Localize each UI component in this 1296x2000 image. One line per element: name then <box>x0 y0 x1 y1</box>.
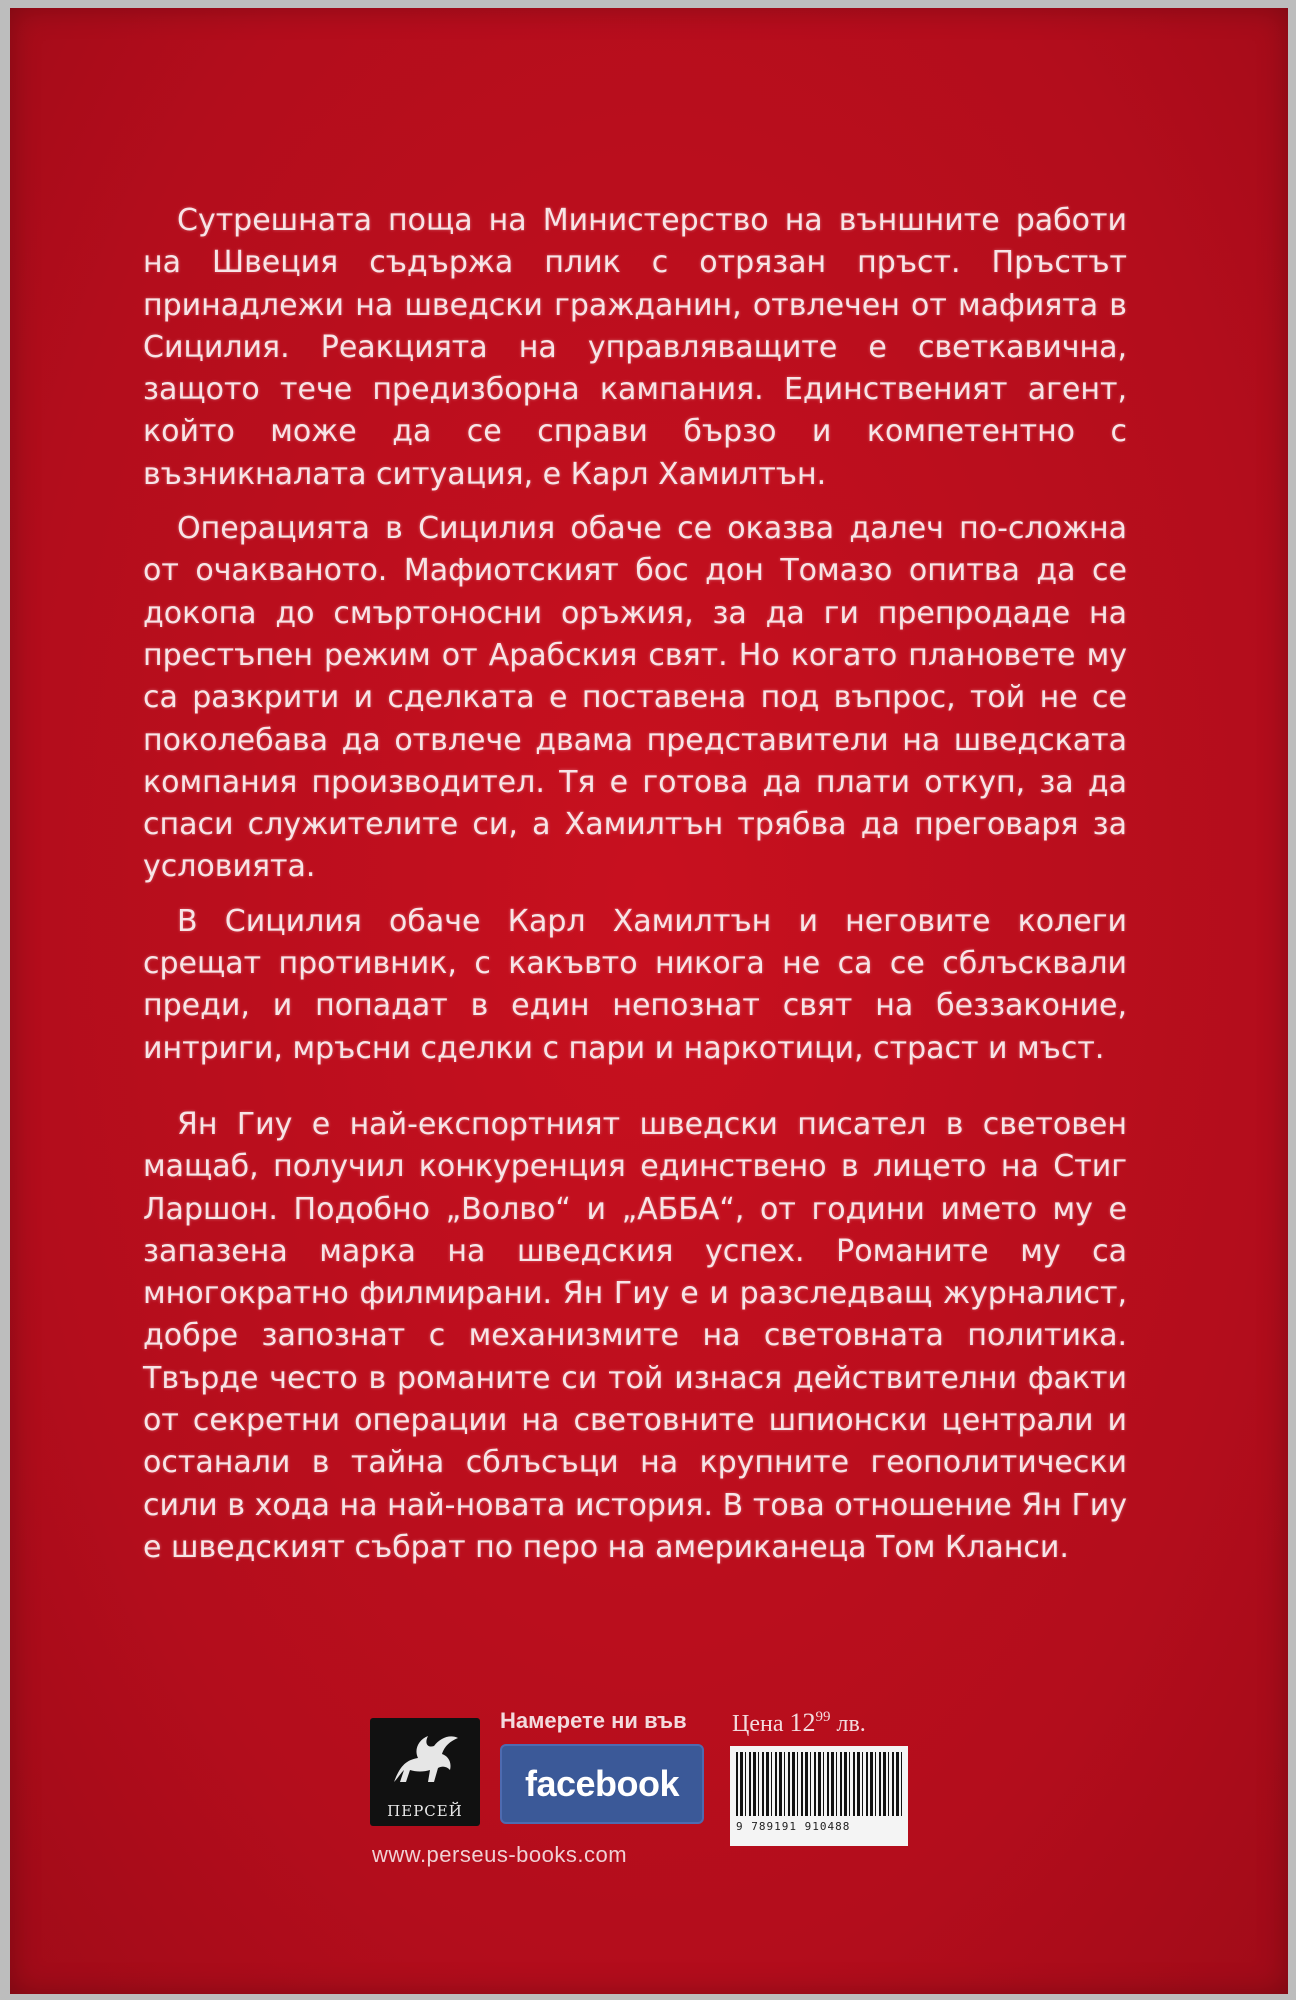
price-whole: 12 <box>789 1708 816 1737</box>
publisher-logo <box>370 1718 480 1826</box>
price <box>732 1708 932 1738</box>
price-currency: лв. <box>836 1711 866 1737</box>
blurb-paragraph-3: В Сицилия обаче Карл Хамилтън и неговите колеги срещат противник, с какъвто никога не са се сблъсквали преди, и попадат в един непознат свят на беззаконие, интриги, мръсни сделки с пари и наркотици, страст и мъст. <box>143 903 1127 1066</box>
back-cover <box>10 8 1288 1994</box>
blurb-text <box>143 200 1127 1581</box>
barcode-number: 9 789191 910488 <box>736 1820 851 1833</box>
barcode-bars <box>736 1752 902 1816</box>
barcode <box>730 1746 908 1846</box>
author-bio: Ян Гиу е най-експортният шведски писател в световен мащаб, получил конкуренция единствено в лицето на Стиг Ларшон. Подобно „Волво“ и „АББА“, от години името му е запазена марка на шведския успех. Романите му са многократно филмирани. Ян Гиу е и разследващ журналист, добре запознат с механизмите на световната политика. Твърде често в романите си той изнася действителни факти от секретни операции на световните шпионски централи и останали в тайна сблъсъци на крупните геополитически сили в хода на най-новата история. В това отношение Ян Гиу е шведският събрат по перо на американеца Том Кланси. <box>143 1106 1127 1565</box>
blurb-paragraph-2: Операцията в Сицилия обаче се оказва далеч по-сложна от очакваното. Мафиотският бос дон Томазо опитва да се докопа до смъртоносни оръжия, за да ги препродаде на престъпен режим от Арабския свят. Но когато плановете му са разкрити и сделката е поставена под въпрос, той не се поколебава да отвлече двама представители на шведската компания производител. Тя е готова да плати откуп, за да спаси служителите си, а Хамилтън трябва да преговаря за условията. <box>143 511 1127 885</box>
price-amount <box>789 1708 830 1737</box>
price-cents: 99 <box>815 1709 831 1725</box>
pegasus-icon <box>384 1726 466 1792</box>
blurb-paragraph-1: Сутрешната поща на Министерство на външните работи на Швеция съдържа плик с отрязан пръст. Пръстът принадлежи на шведски гражданин, отвлечен от мафията в Сицилия. Реакцията на управляващите е светкавична, защото тече предизборна кампания. Единственият агент, който може да се справи бързо и компетентно с възникналата ситуация, е Карл Хамилтън. <box>143 203 1127 492</box>
price-label: Цена <box>732 1711 784 1737</box>
publisher-website[interactable]: www.perseus-books.com <box>372 1842 628 1867</box>
cover-footer <box>370 1708 930 1878</box>
facebook-prompt: Намерете ни във <box>500 1708 687 1733</box>
publisher-name: ПЕРСЕЙ <box>387 1802 463 1820</box>
facebook-button[interactable]: facebook <box>500 1744 704 1824</box>
